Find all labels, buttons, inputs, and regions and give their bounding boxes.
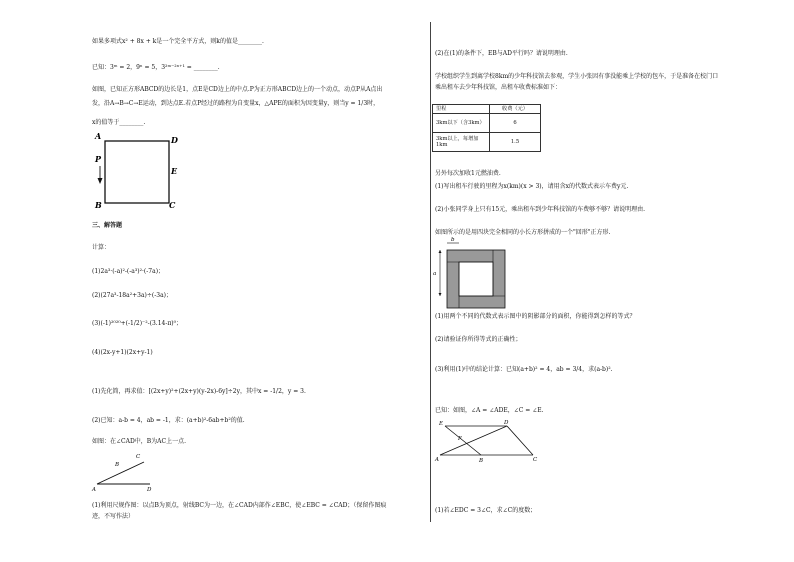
taxi-question-2: (2)小张同学身上只有15元，乘出租车到少年科技馆的车费够不够？请说明理由. xyxy=(435,206,646,213)
table-header-row xyxy=(433,105,541,114)
label-c: C xyxy=(169,200,176,210)
para-label-a: A xyxy=(435,457,439,463)
para-label-d: D xyxy=(504,420,509,426)
frame-figure xyxy=(432,237,512,312)
segment-dc xyxy=(507,426,533,455)
para-label-b: B xyxy=(479,458,484,464)
question-perfect-square: 如果多项式x² + 8x + k是一个完全平方式，则k的值是________. xyxy=(92,38,264,45)
question-moving-point-line3: x的值等于________. xyxy=(92,119,146,126)
section-title: 三、解答题 xyxy=(92,222,123,229)
table-header-range: 里程 xyxy=(433,105,490,114)
table-cell-fee: 6 xyxy=(490,114,541,133)
label-e: E xyxy=(171,166,178,176)
ray-ac xyxy=(97,462,144,484)
square-abcd xyxy=(105,141,169,203)
angle-label-b: B xyxy=(115,462,120,468)
arrow-up-icon xyxy=(439,250,442,253)
parallel-figure xyxy=(435,415,545,463)
calc-item-2: (2)(27a³-18a²+3a)÷(-3a)； xyxy=(92,292,172,299)
parallel-lines-question: 已知：如图，∠A = ∠ADE，∠C = ∠E. xyxy=(435,407,544,414)
para-label-f: F xyxy=(458,436,462,442)
calc-label: 计算： xyxy=(92,244,111,251)
table-cell-range: 3km以上，每增加1km xyxy=(433,133,490,152)
angle-task-line1: (1)利用尺规作图：以点B为顶点，射线BC为一边，在∠CAD内部作∠EBC，使∠EBC = ∠CAD；（保留作图痕 xyxy=(92,502,387,509)
calc-item-4: (4)(2x-y+1)(2x+y-1) xyxy=(92,349,153,356)
taxi-question-1: (1)写出租车行驶的里程为x(km)(x > 3)，请用含x的代数式表示车费y元. xyxy=(435,183,629,190)
table-cell-fee: 1.5 xyxy=(490,133,541,152)
question-exponent: 已知：3ᵐ = 2，9ⁿ = 5，3²ᵐ⁻²ⁿ⁺¹ = ________. xyxy=(92,64,220,71)
angle-label-a: A xyxy=(92,487,96,493)
frame-question-1: (1)用两个不同的代数式表示图中的阴影部分的面积，你能得到怎样的等式？ xyxy=(435,313,636,320)
label-a: A xyxy=(95,131,102,141)
calc-item-1: (1)2a³·(-a)²-(-a³)²·(-7a)； xyxy=(92,268,165,275)
parallel-lines-question-1: (1)若∠EDC = 3∠C，求∠C的度数； xyxy=(435,507,537,514)
table-cell-range: 3km以下（含3km） xyxy=(433,114,490,133)
angle-label-d: D xyxy=(147,487,152,493)
calc-item-3: (3)(-1)²⁰²⁰+(-1/2)⁻²-(3.14-π)⁰； xyxy=(92,320,183,327)
angle-task-line2: 迹，不写作法） xyxy=(92,513,135,520)
frame-label-a: a xyxy=(433,271,437,277)
label-d: D xyxy=(171,135,178,145)
frame-question-2: (2)请验证你所得等式的正确性； xyxy=(435,336,522,343)
angle-question: 如图：在∠CAD中，B为AC上一点. xyxy=(92,438,187,445)
inner-square xyxy=(459,262,493,296)
arrow-down-icon xyxy=(439,293,442,296)
angle-label-c: C xyxy=(136,454,141,460)
question-moving-point-line2: 发，沿A→B→C→E运动，到达点E.若点P经过的路程为自变量x，△APE的面积为因变量y，则当y = 1/3时， xyxy=(92,100,380,107)
label-b: B xyxy=(95,200,102,210)
frame-question-3: (3)利用(1)中的结论计算：已知(a+b)² = 4，ab = 3/4，求(a-b)². xyxy=(435,366,613,373)
taxi-fee-table xyxy=(432,104,541,152)
para-label-c: C xyxy=(533,457,538,463)
label-p: P xyxy=(95,154,102,164)
frame-label-b: b xyxy=(451,237,455,243)
square-figure xyxy=(92,130,182,210)
table-row xyxy=(433,114,541,133)
frame-question: 如图所示的是用四块完全相同的小长方形拼成的一个"回形"正方形. xyxy=(435,229,611,236)
question-moving-point-line1: 如图，已知正方形ABCD的边长是1，点E是CD边上的中点.P为正方形ABCD边上的一个动点，动点P从A点出 xyxy=(92,86,383,93)
simplify-item-2: (2)已知：a-b = 4，ab = -1，求：(a+b)²-6ab+b²的值. xyxy=(92,417,245,424)
angle-figure xyxy=(92,450,182,492)
para-label-e: E xyxy=(439,421,444,427)
table-row xyxy=(433,133,541,152)
taxi-intro-line2: 乘出租车去少年科技馆，出租车收费标准如下： xyxy=(435,84,562,91)
table-header-fee: 收费（元） xyxy=(490,105,541,114)
taxi-intro-line1: 学校组织学生到离学校8km的少年科技馆去参观，学生小张因有事没能乘上学校的包车，于是准备在校门口 xyxy=(435,73,719,80)
parallel-question: (2)在(1)的条件下，EB与AD平行吗？请说明理由. xyxy=(435,50,568,57)
fuel-note: 另外每次加收1元燃油费. xyxy=(435,170,501,177)
arrow-head-icon xyxy=(98,178,103,184)
simplify-item-1: (1)先化简，再求值：[(2x+y)²+(2x+y)(y-2x)-6y]÷2y，其中x = -1/2，y = 3. xyxy=(92,388,306,395)
column-divider xyxy=(430,22,431,522)
